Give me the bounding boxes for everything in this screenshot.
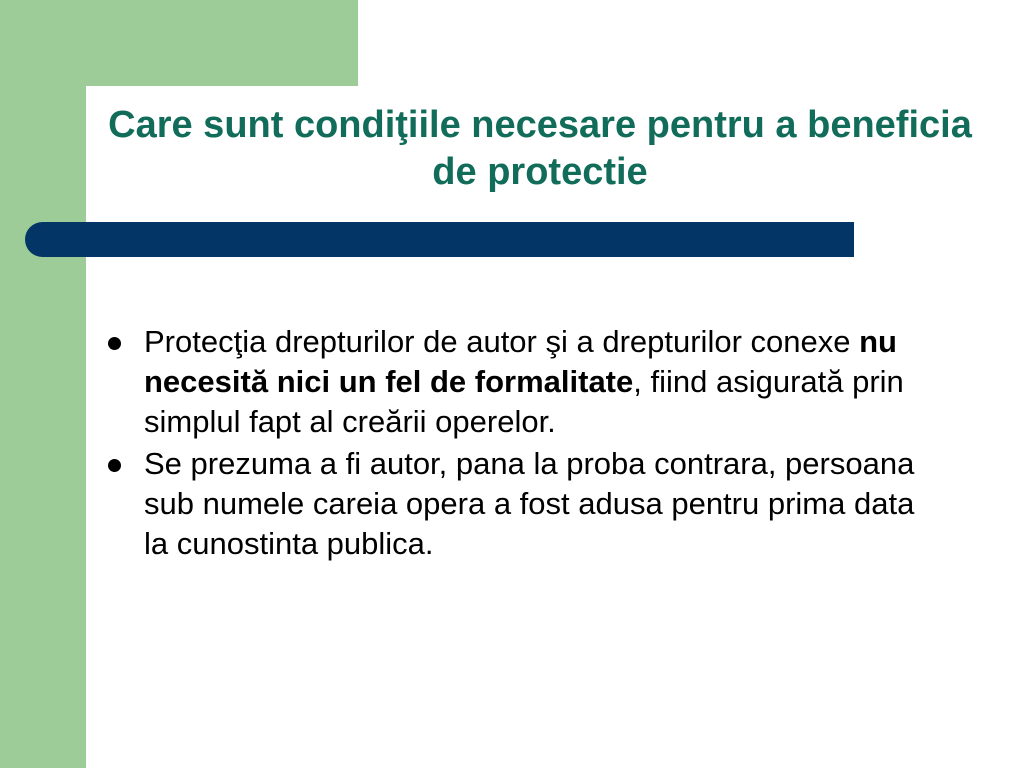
- bullet-text: , fiind asigurată prin simplul fapt al creării operelor.: [144, 364, 904, 439]
- bullet-dot-icon: [108, 337, 121, 350]
- bullet-list: [104, 322, 934, 566]
- bullet-item: [104, 322, 934, 442]
- decorative-green-band-left: [0, 0, 86, 768]
- bullet-item: [104, 444, 934, 564]
- bullet-text: Se prezuma a fi autor, pana la proba contrara, persoana sub numele careia opera a fost adusa pentru prima data la cunostinta publica.: [144, 446, 915, 561]
- bullet-dot-icon: [108, 459, 121, 472]
- decorative-title-bar: [25, 222, 854, 257]
- slide-title: Care sunt condiţiile necesare pentru a beneficia de protectie: [108, 104, 972, 193]
- bullet-emphasis: nu necesită nici un fel de formalitate: [144, 324, 897, 399]
- bullet-text: Protecţia drepturilor de autor şi a drepturilor conexe: [144, 324, 860, 359]
